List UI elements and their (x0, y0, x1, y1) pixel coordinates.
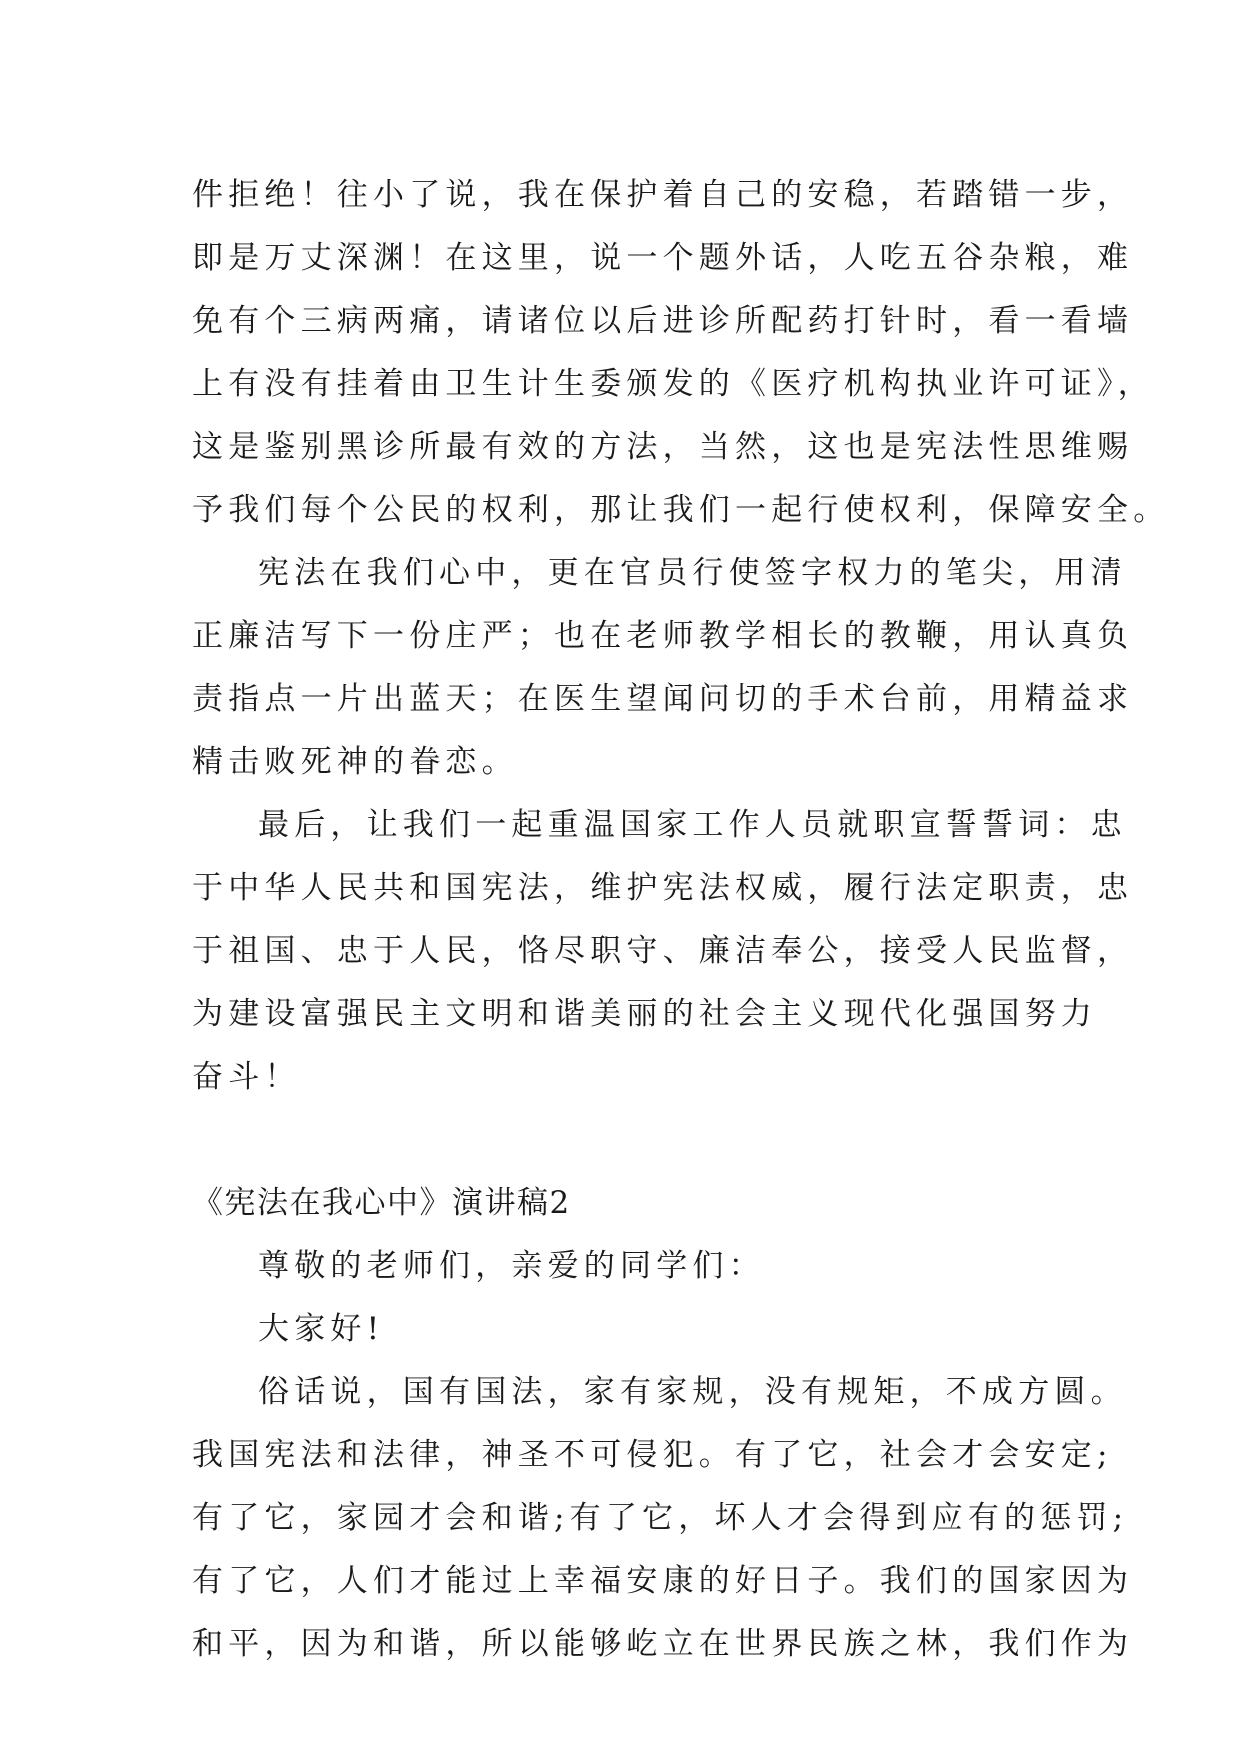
section-title: 《宪法在我心中》演讲稿2 (192, 1185, 571, 1221)
text-line: 精击败死神的眷恋。 (192, 744, 518, 780)
text-line: 予我们每个公民的权利，那让我们一起行使权利，保障安全。 (192, 492, 1170, 528)
salutation: 尊敬的老师们，亲爱的同学们： (258, 1248, 765, 1284)
text-line: 件拒绝！往小了说，我在保护着自己的安稳，若踏错一步， (192, 177, 1134, 213)
greeting: 大家好! (258, 1311, 385, 1347)
paragraph-first-line: 最后，让我们一起重温国家工作人员就职宣誓誓词：忠 (258, 807, 1127, 843)
text-line: 和平，因为和谐，所以能够屹立在世界民族之林，我们作为 (192, 1626, 1134, 1662)
paragraph-first-line: 宪法在我们心中，更在官员行使签字权力的笔尖，用清 (258, 555, 1127, 591)
text-line: 为建设富强民主文明和谐美丽的社会主义现代化强国努力 (192, 996, 1097, 1032)
paragraph-first-line: 俗话说，国有国法，家有家规，没有规矩，不成方圆。 (258, 1374, 1127, 1410)
text-line: 于祖国、忠于人民，恪尽职守、廉洁奉公，接受人民监督， (192, 933, 1134, 969)
text-line: 免有个三病两痛，请诸位以后进诊所配药打针时，看一看墙 (192, 303, 1134, 339)
text-line: 有了它，家园才会和谐;有了它，坏人才会得到应有的惩罚; (192, 1500, 1129, 1536)
section-gap (192, 1109, 1052, 1172)
text-line: 奋斗！ (192, 1059, 301, 1095)
text-line: 责指点一片出蓝天；在医生望闻问切的手术台前，用精益求 (192, 681, 1134, 717)
document-body (192, 164, 1170, 1676)
text-line: 上有没有挂着由卫生计生委颁发的《医疗机构执业许可证》， (192, 366, 1154, 402)
text-line: 这是鉴别黑诊所最有效的方法，当然，这也是宪法性思维赐 (192, 429, 1134, 465)
text-line: 正廉洁写下一份庄严；也在老师教学相长的教鞭，用认真负 (192, 618, 1134, 654)
text-line: 于中华人民共和国宪法，维护宪法权威，履行法定职责，忠 (192, 870, 1134, 906)
text-line: 有了它，人们才能过上幸福安康的好日子。我们的国家因为 (192, 1563, 1134, 1599)
text-line: 我国宪法和法律，神圣不可侵犯。有了它，社会才会安定; (192, 1437, 1113, 1473)
text-line: 即是万丈深渊！在这里，说一个题外话，人吃五谷杂粮，难 (192, 240, 1134, 276)
